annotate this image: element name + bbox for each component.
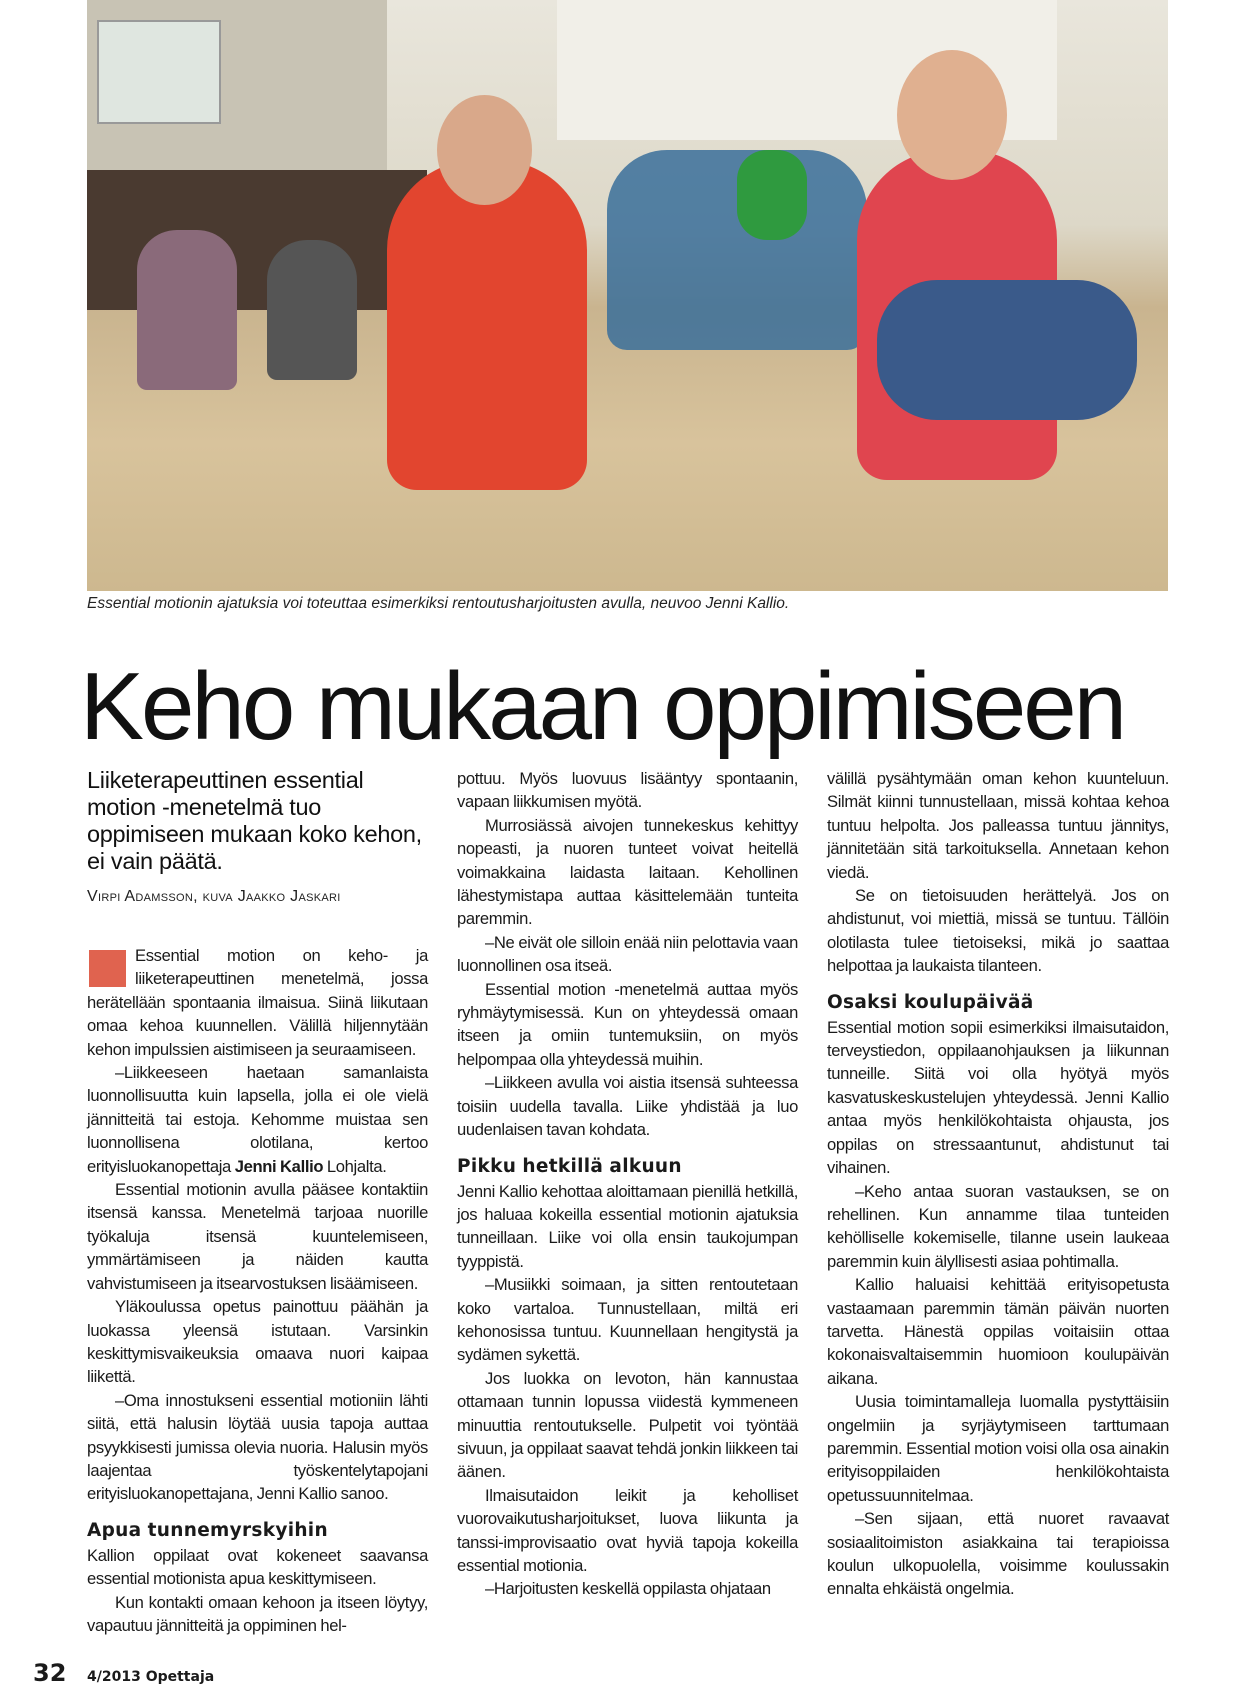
text-segment: Kallion oppilaat ovat kokeneet saavansa essential motionista apua keskittymiseen. (87, 1545, 428, 1589)
text-segment: –Harjoitusten keskellä oppilasta ohjataan (485, 1579, 771, 1599)
body-paragraph (457, 1273, 798, 1367)
body-paragraph (827, 1273, 1169, 1390)
body-paragraph (827, 884, 1169, 978)
section-heading: Pikku hetkillä alkuun (457, 1155, 682, 1177)
text-segment: Murrosiässä aivojen tunnekeskus kehittyy nopeasti, ja nuoren tunteet voivat heitellä voimakkaina laidasta laitaan. Kehollinen lähestymistapa auttaa käsittelemään tunteita paremmin. (457, 815, 798, 929)
body-paragraph (457, 1577, 798, 1600)
text-segment: Essential motion -menetelmä auttaa myös ryhmäytymisessä. Kun on yhteydessä omaan itseen ja omiin tuntemuksiin, on myös helpompaa olla yhteydessä muihin. (457, 979, 798, 1069)
body-paragraph (827, 1507, 1169, 1601)
text-segment: Uusia toimintamalleja luomalla pystyttäisiin ongelmiin ja syrjäytymiseen tarttumaan paremmin. Essential motion voisi olla osa ainakin erityisoppilaiden henkilökohtaista opetussuunnitelmaa. (827, 1392, 1169, 1505)
article-deck: Liiketerapeuttinen essential motion -menetelmä tuo oppimiseen mukaan koko kehon, ei vain päätä. (87, 767, 422, 874)
text-segment: –Liikkeen avulla voi aistia itsensä suhteessa toisiin uudella tavalla. Liike yhdistää ja luo uudenlaisen tavan kohdata. (457, 1073, 798, 1140)
teacher-jeans (877, 280, 1137, 420)
body-paragraph (827, 1016, 1169, 1180)
page-footer (33, 1659, 1239, 1687)
body-paragraph (457, 767, 798, 814)
text-segment: –Musiikki soimaan, ja sitten rentoutetaan koko vartaloa. Tunnustellaan, miltä eri kehonosissa tuntuu. Kuunnellaan hengitystä ja sydämen sykettä. (457, 1275, 798, 1365)
column-middle (457, 767, 798, 1601)
text-segment: Kallio haluaisi kehittää erityisopetusta vastaamaan paremmin tämän päivän nuorten tarvetta. Hänestä oppilas voitaisiin ottaa kokonaisvaltaisemmin huomioon koulupäivän aikana. (827, 1275, 1169, 1388)
body-paragraph (87, 1178, 428, 1295)
text-segment: –Sen sijaan, että nuoret ravaavat sosiaalitoimiston asiakkaina tai terapioissa koulun ulkopuolella, voisimme koulussakin ennalta ehkäistä ongelmia. (827, 1509, 1169, 1599)
body-paragraph (457, 931, 798, 978)
text-segment: –Ne eivät ole silloin enää niin pelottavia vaan luonnollinen osa itseä. (457, 932, 798, 976)
text-segment: Ilmaisutaidon leikit ja keholliset vuorovaikutusharjoitukset, luova liikunta ja tanssi-improvisaatio ovat hyviä tapoja kokeilla essential motionia. (457, 1485, 798, 1575)
body-paragraph (457, 1071, 798, 1141)
student-girl-1 (137, 230, 237, 390)
student-green-hoodie (737, 150, 807, 240)
body-paragraph (87, 1591, 428, 1638)
text-segment: Lohjalta. (323, 1156, 387, 1176)
teacher-face (897, 50, 1007, 180)
body-paragraph (87, 1389, 428, 1506)
dropcap-square (89, 950, 126, 987)
text-segment: Essential motion sopii esimerkiksi ilmaisutaidon, terveystiedon, oppilaanohjauksen ja liikunnan tunneille. Siitä voi olla hyötyä myös kasvatuskeskustelujen yhteydessä. Jenni Kallio antaa myös henkilökohtaista ohjausta, jos oppilas on stressaantunut, ahdistunut tai vihainen. (827, 1017, 1169, 1178)
text-segment: Kun kontakti omaan kehoon ja itseen löytyy, vapautuu jännitteitä ja oppiminen hel- (87, 1592, 428, 1635)
left-stack (87, 767, 428, 1637)
body-paragraph (457, 978, 798, 1072)
text-segment: –Oma innostukseni essential motioniin lähti siitä, että halusin löytää uusia tapoja auttaa psyykkisesti jumissa olevia nuoria. Halusin myös laajentaa työskentelytapojani erityisluokanopettajana, Jenni Kallio sanoo. (87, 1390, 428, 1504)
issue-label: 4/2013 Opettaja (87, 1669, 215, 1686)
column-right (827, 767, 1169, 1601)
text-segment: Essential motionin avulla pääsee kontaktiin itsensä kanssa. Menetelmä tarjoaa nuorille työkaluja itsensä kuuntelemiseen, ymmärtämiseen ja näiden kautta vahvistumiseen ja itsearvostuksen lisäämiseen. (87, 1180, 428, 1293)
column-left (87, 944, 428, 1637)
article-columns (87, 767, 1239, 1637)
map-image (97, 20, 221, 124)
student-boy-red-hoodie (387, 160, 587, 490)
page-number: 32 (33, 1659, 67, 1688)
body-paragraph (827, 1180, 1169, 1274)
body-paragraph (87, 1295, 428, 1389)
body-paragraph (87, 1544, 428, 1591)
article-title: Keho mukaan oppimiseen (80, 653, 1125, 760)
text-segment: Yläkoulussa opetus painottuu päähän ja luokassa yleensä istutaan. Varsinkin keskittymisvaikeuksia omaava nuori kaipaa liikettä. (87, 1297, 428, 1387)
body-paragraph (457, 1367, 798, 1484)
text-segment: pottuu. Myös luovuus lisääntyy spontaanin, vapaan liikkumisen myötä. (457, 769, 798, 812)
text-segment: Jenni Kallio kehottaa aloittamaan pienillä hetkillä, jos haluaa kokeilla essential motionin ajatuksia tunneillaan. Liike voi olla ensin taukojumpan tyyppistä. (457, 1181, 798, 1271)
body-paragraph (457, 1180, 798, 1274)
text-segment: Jos luokka on levoton, hän kannustaa ottamaan tunnin lopussa viidestä kymmeneen minuuttia rentoutukselle. Pulpetit voi työntää sivuun, ja oppilaat saavat tehdä jonkin liikkeen tai äänen. (457, 1368, 798, 1482)
article-photo (87, 0, 1168, 591)
text-segment: –Liikkeeseen haetaan samanlaista luonnollisuutta kuin lapsella, jolla ei ole vielä jännitteitä tai estoja. Kehomme muistaa sen luonnollisena olotilana, kertoo erityisluokanopettaja (87, 1063, 428, 1176)
body-paragraph (87, 1061, 428, 1178)
bold-name: Jenni Kallio (234, 1156, 324, 1176)
body-paragraph (457, 1484, 798, 1578)
text-segment: Essential motion on keho- ja liiketerapeuttinen menetelmä, jossa herätellään spontaania ilmaisua. Siinä liikutaan omaa kehoa kuunnellen. Välillä hiljennytään kehon impulssien aistimiseen ja seuraamiseen. (87, 946, 428, 1059)
section-heading: Osaksi koulupäivää (827, 991, 1034, 1013)
text-segment: Se on tietoisuuden herättelyä. Jos on ahdistunut, voi miettiä, missä se tuntuu. Tällöin olotilasta tulee tietoiseksi, mikä jo saattaa helpottaa ja laukaista tilanteen. (827, 886, 1169, 976)
body-paragraph (827, 1390, 1169, 1507)
body-paragraph (87, 944, 428, 1061)
byline: Virpi Adamsson, kuva Jaakko Jaskari (87, 888, 341, 905)
student-girl-2 (267, 240, 357, 380)
text-segment: välillä pysähtymään oman kehon kuunteluun. Silmät kiinni tunnustellaan, missä kohtaa kehoa tuntuu helpolta. Jos palleassa tuntuu jännitys, jännitetään sitä tarkoituksella. Annetaan kehon viedä. (827, 769, 1169, 882)
section-heading: Apua tunnemyrskyihin (87, 1519, 328, 1541)
body-paragraph (827, 767, 1169, 884)
text-segment: –Keho antaa suoran vastauksen, se on rehellinen. Kun annamme tilaa tunteiden kehölliselle kokemiselle, tilanne usein laukeaa paremmin kuin älyllisesti asiaa pohtimalla. (827, 1181, 1169, 1271)
boy-face (437, 95, 532, 205)
photo-caption: Essential motionin ajatuksia voi toteuttaa esimerkiksi rentoutusharjoitusten avulla, neuvoo Jenni Kallio. (87, 595, 790, 612)
body-paragraph (457, 814, 798, 931)
